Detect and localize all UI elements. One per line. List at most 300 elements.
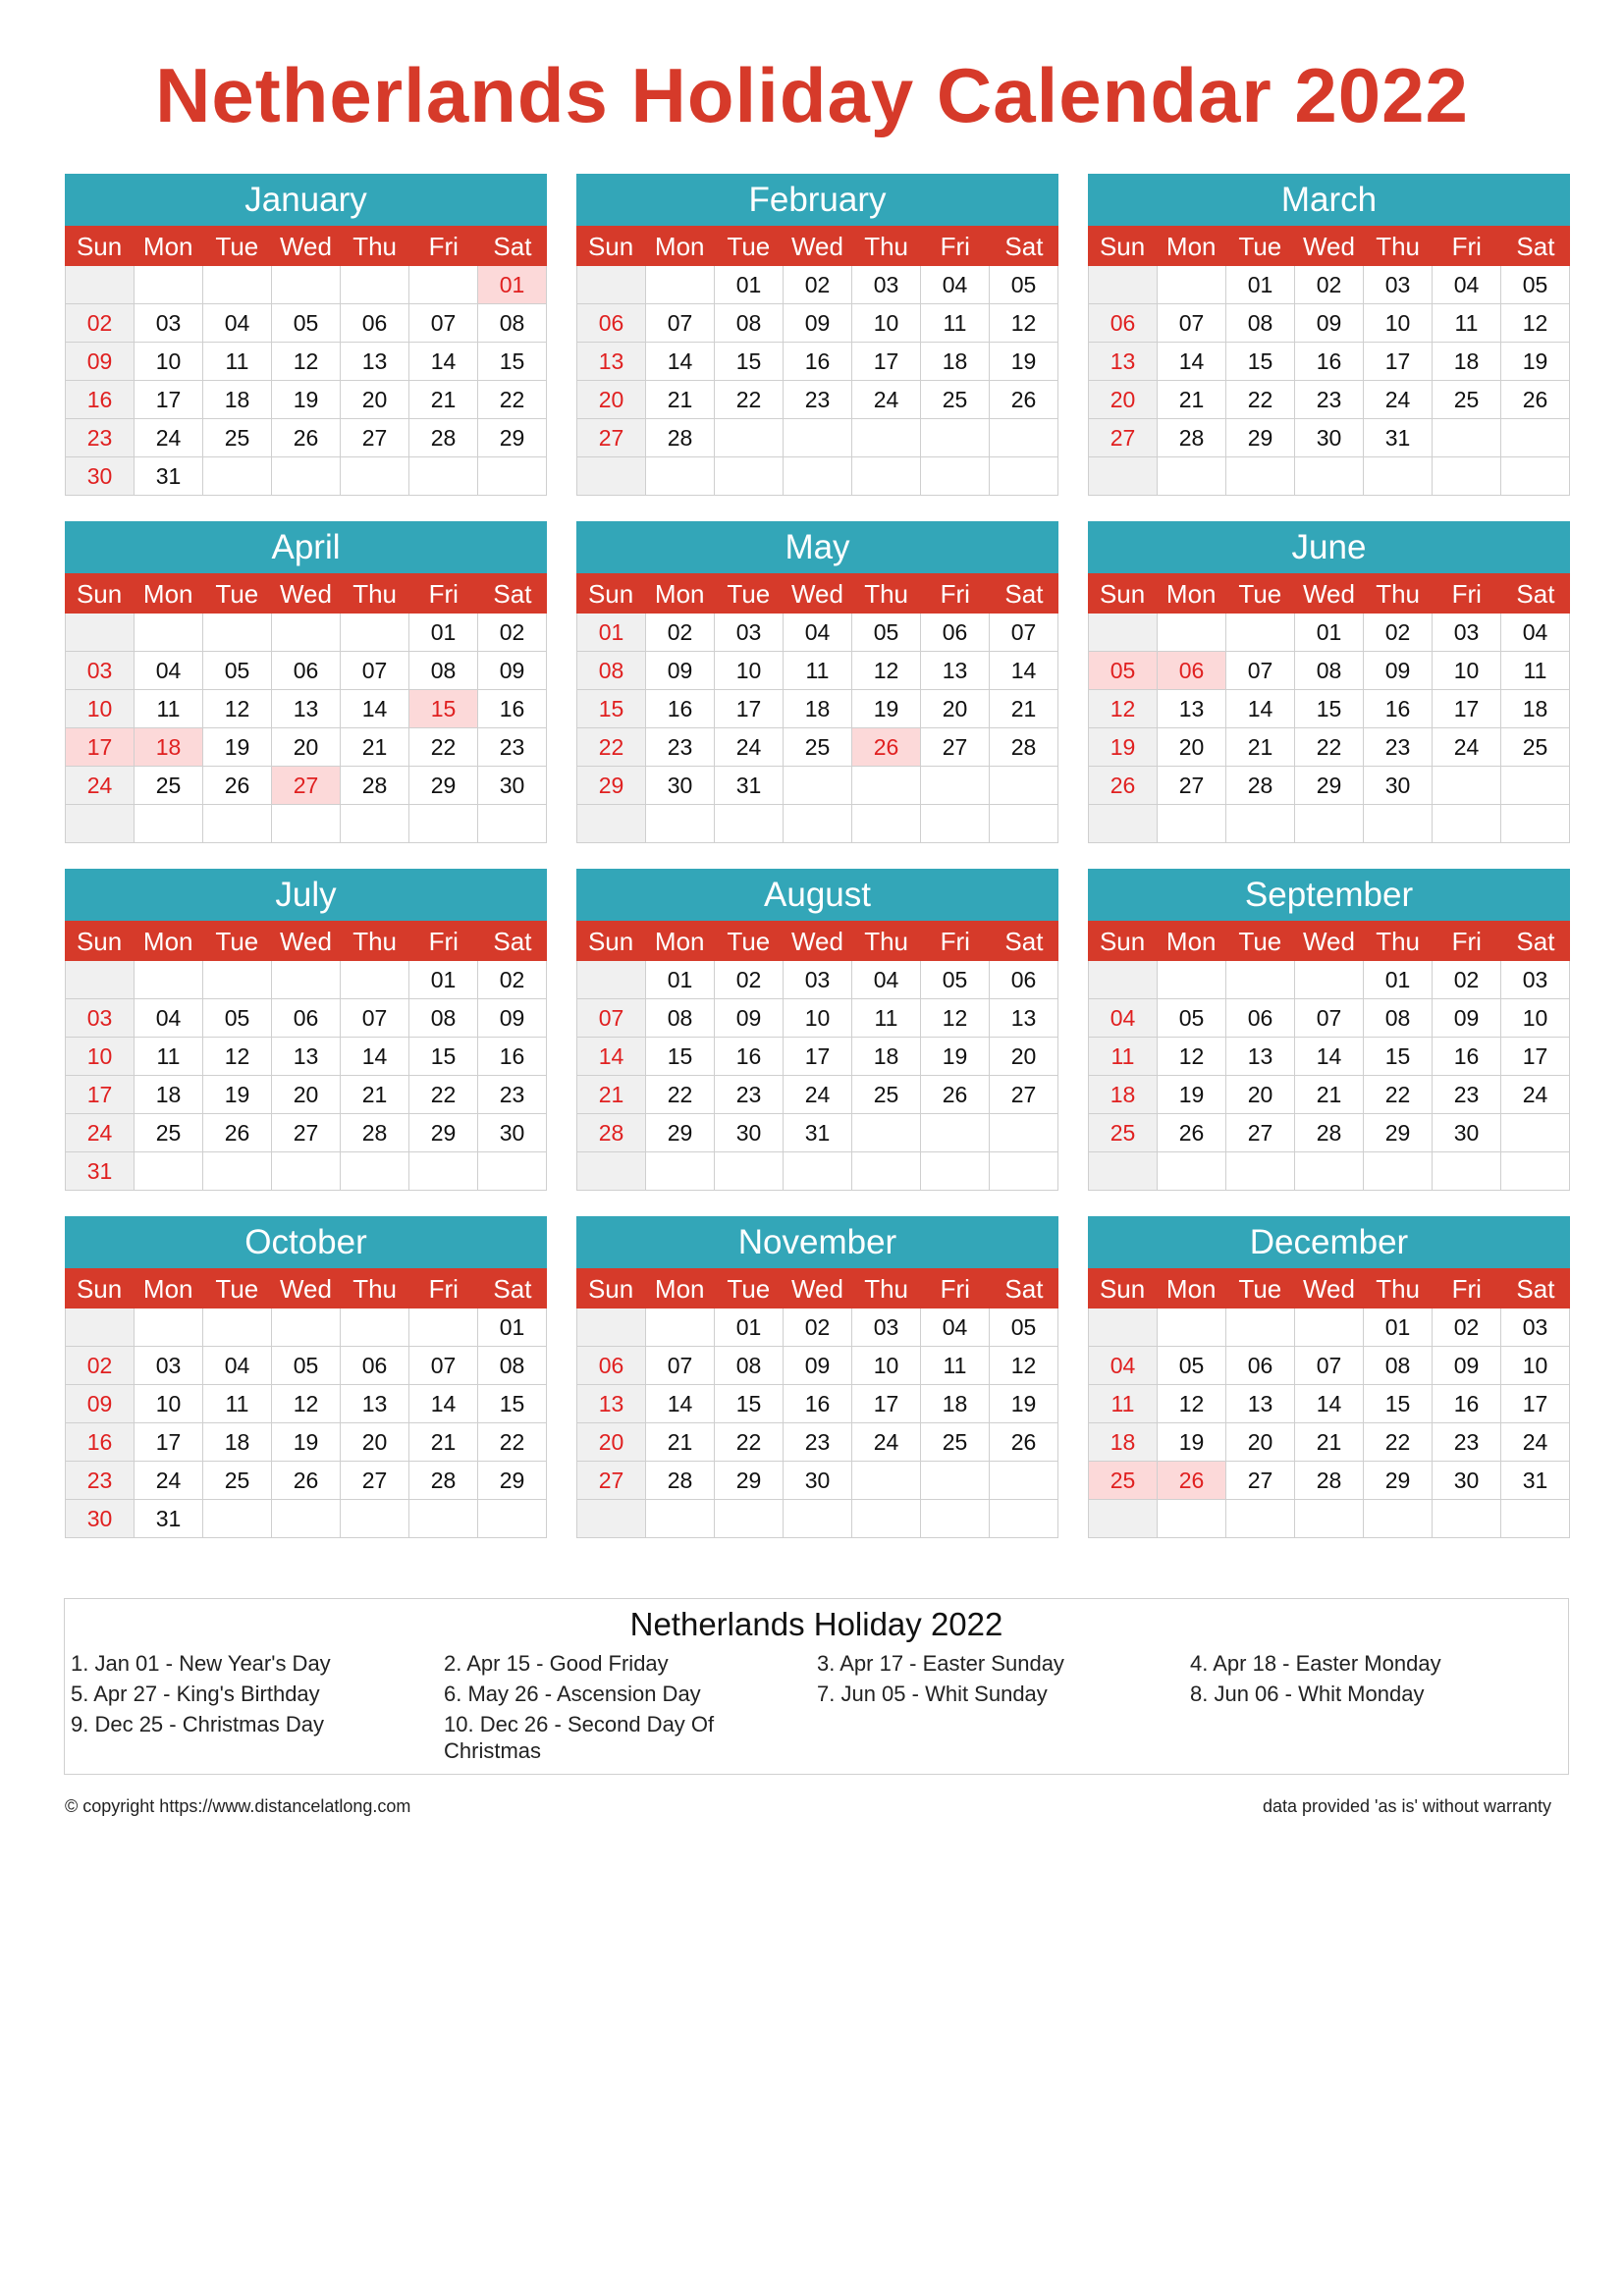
day-cell: 18: [921, 343, 990, 381]
empty-day-cell: [1501, 1114, 1570, 1152]
day-cell: 03: [66, 652, 135, 690]
weekday-label: Fri: [428, 232, 459, 261]
day-cell: 28: [1158, 419, 1226, 457]
weekday-label: Fri: [1451, 579, 1482, 609]
weekday-label: Sat: [1004, 232, 1044, 261]
weekday-label: Sat: [1516, 579, 1555, 609]
day-cell: 09: [646, 652, 715, 690]
day-cell: 17: [852, 343, 921, 381]
weekday-label: Mon: [142, 579, 193, 609]
day-cell: 13: [272, 1038, 341, 1076]
day-cell: 25: [203, 1462, 272, 1500]
weekday-label: Fri: [428, 579, 459, 609]
day-cell: 16: [1433, 1038, 1501, 1076]
day-cell: 12: [1158, 1385, 1226, 1423]
day-cell: 05: [852, 614, 921, 652]
day-cell: 15: [1364, 1385, 1433, 1423]
day-cell: 04: [921, 266, 990, 304]
empty-day-cell: [1158, 1152, 1226, 1191]
weekday-label: Tue: [727, 1274, 771, 1304]
day-cell: 14: [341, 1038, 409, 1076]
weekday-header-row: [576, 573, 1058, 614]
empty-day-cell: [1295, 805, 1364, 843]
holiday-day-cell: 15: [409, 690, 478, 728]
day-cell: 10: [66, 1038, 135, 1076]
day-cell: 15: [409, 1038, 478, 1076]
day-cell: 21: [646, 381, 715, 419]
empty-day-cell: [203, 457, 272, 496]
day-cell: 16: [715, 1038, 784, 1076]
day-cell: 10: [135, 1385, 203, 1423]
day-cell: 20: [577, 381, 646, 419]
day-cell: 20: [1089, 381, 1158, 419]
empty-day-cell: [478, 1500, 547, 1538]
empty-day-cell: [203, 614, 272, 652]
empty-day-cell: [577, 266, 646, 304]
empty-day-cell: [990, 457, 1058, 496]
holiday-item: 5. Apr 27 - King's Birthday: [71, 1682, 320, 1706]
day-cell: 08: [478, 304, 547, 343]
weekday-header-row: [1088, 226, 1570, 266]
empty-day-cell: [784, 419, 852, 457]
weekday-label: Sat: [1516, 927, 1555, 956]
day-cell: 24: [1501, 1076, 1570, 1114]
empty-day-cell: [1226, 457, 1295, 496]
day-cell: 14: [409, 1385, 478, 1423]
day-cell: 11: [921, 1347, 990, 1385]
day-cell: 17: [135, 381, 203, 419]
empty-day-cell: [921, 1114, 990, 1152]
day-cell: 24: [1364, 381, 1433, 419]
day-cell: 24: [852, 1423, 921, 1462]
weekday-label: Wed: [1302, 232, 1355, 261]
weekday-label: Mon: [654, 232, 705, 261]
day-cell: 10: [852, 304, 921, 343]
empty-day-cell: [272, 266, 341, 304]
empty-day-cell: [1226, 614, 1295, 652]
day-cell: 13: [341, 1385, 409, 1423]
day-cell: 19: [852, 690, 921, 728]
day-cell: 23: [784, 1423, 852, 1462]
day-cell: 21: [1295, 1076, 1364, 1114]
day-cell: 09: [715, 999, 784, 1038]
day-cell: 03: [135, 1347, 203, 1385]
day-cell: 15: [646, 1038, 715, 1076]
day-cell: 13: [577, 343, 646, 381]
day-cell: 11: [784, 652, 852, 690]
weekday-header-row: [65, 226, 547, 266]
day-cell: 25: [1501, 728, 1570, 767]
day-cell: 09: [1364, 652, 1433, 690]
empty-day-cell: [203, 1500, 272, 1538]
day-cell: 21: [341, 728, 409, 767]
empty-day-cell: [577, 961, 646, 999]
day-cell: 10: [784, 999, 852, 1038]
day-cell: 13: [1089, 343, 1158, 381]
month-name: June: [1088, 521, 1570, 573]
weekday-label: Tue: [215, 232, 259, 261]
weekday-label: Thu: [864, 927, 909, 956]
day-cell: 13: [1158, 690, 1226, 728]
empty-day-cell: [1295, 1308, 1364, 1347]
weekday-label: Wed: [790, 579, 843, 609]
day-cell: 01: [715, 266, 784, 304]
day-cell: 07: [1295, 999, 1364, 1038]
empty-day-cell: [990, 767, 1058, 805]
weekday-label: Thu: [352, 1274, 398, 1304]
day-cell: 15: [478, 343, 547, 381]
day-cell: 06: [990, 961, 1058, 999]
empty-day-cell: [409, 1308, 478, 1347]
day-cell: 15: [1295, 690, 1364, 728]
holiday-day-cell: 18: [135, 728, 203, 767]
empty-day-cell: [715, 1500, 784, 1538]
day-cell: 06: [577, 1347, 646, 1385]
day-cell: 29: [1364, 1462, 1433, 1500]
empty-day-cell: [852, 457, 921, 496]
empty-day-cell: [1501, 1500, 1570, 1538]
day-cell: 18: [203, 381, 272, 419]
empty-day-cell: [66, 805, 135, 843]
day-cell: 04: [1433, 266, 1501, 304]
day-cell: 09: [784, 1347, 852, 1385]
day-cell: 07: [1295, 1347, 1364, 1385]
empty-day-cell: [784, 805, 852, 843]
day-cell: 21: [409, 381, 478, 419]
day-cell: 26: [272, 419, 341, 457]
day-cell: 10: [852, 1347, 921, 1385]
empty-day-cell: [1501, 767, 1570, 805]
weekday-label: Mon: [1165, 927, 1217, 956]
day-cell: 24: [135, 419, 203, 457]
day-cell: 13: [1226, 1385, 1295, 1423]
month-grid: [65, 174, 1570, 1538]
day-cell: 25: [1433, 381, 1501, 419]
day-cell: 02: [478, 614, 547, 652]
day-cell: 14: [990, 652, 1058, 690]
day-cell: 12: [852, 652, 921, 690]
weekday-label: Fri: [940, 927, 970, 956]
day-cell: 29: [1295, 767, 1364, 805]
day-grid: [1088, 1308, 1570, 1538]
day-grid: [576, 266, 1058, 496]
month-name: August: [576, 869, 1058, 921]
day-cell: 18: [1433, 343, 1501, 381]
day-cell: 26: [203, 1114, 272, 1152]
empty-day-cell: [1089, 961, 1158, 999]
empty-day-cell: [852, 419, 921, 457]
day-cell: 08: [1226, 304, 1295, 343]
day-cell: 07: [577, 999, 646, 1038]
day-cell: 14: [409, 343, 478, 381]
day-cell: 28: [990, 728, 1058, 767]
day-cell: 22: [1295, 728, 1364, 767]
day-cell: 21: [1295, 1423, 1364, 1462]
day-cell: 05: [203, 652, 272, 690]
day-cell: 05: [203, 999, 272, 1038]
day-cell: 24: [1501, 1423, 1570, 1462]
day-cell: 02: [66, 304, 135, 343]
day-cell: 12: [990, 304, 1058, 343]
empty-day-cell: [715, 457, 784, 496]
day-cell: 31: [784, 1114, 852, 1152]
day-cell: 02: [1433, 961, 1501, 999]
day-cell: 02: [478, 961, 547, 999]
day-cell: 25: [203, 419, 272, 457]
day-cell: 13: [990, 999, 1058, 1038]
day-cell: 25: [921, 1423, 990, 1462]
page-title: Netherlands Holiday Calendar 2022: [155, 52, 1469, 138]
day-cell: 31: [715, 767, 784, 805]
day-cell: 19: [1158, 1423, 1226, 1462]
day-cell: 08: [715, 1347, 784, 1385]
empty-day-cell: [1295, 457, 1364, 496]
month-march: [1088, 174, 1570, 496]
day-cell: 28: [409, 419, 478, 457]
day-cell: 08: [1295, 652, 1364, 690]
month-name: December: [1088, 1216, 1570, 1268]
day-cell: 03: [852, 266, 921, 304]
day-cell: 28: [1295, 1114, 1364, 1152]
day-cell: 03: [135, 304, 203, 343]
day-cell: 04: [852, 961, 921, 999]
day-cell: 14: [1158, 343, 1226, 381]
empty-day-cell: [1158, 457, 1226, 496]
day-cell: 12: [990, 1347, 1058, 1385]
day-cell: 05: [1158, 1347, 1226, 1385]
day-cell: 26: [921, 1076, 990, 1114]
day-cell: 27: [921, 728, 990, 767]
weekday-label: Sat: [1004, 1274, 1044, 1304]
weekday-label: Fri: [940, 579, 970, 609]
day-cell: 09: [1433, 1347, 1501, 1385]
weekday-label: Thu: [1376, 927, 1421, 956]
day-cell: 29: [409, 767, 478, 805]
weekday-label: Wed: [279, 579, 332, 609]
day-cell: 28: [646, 419, 715, 457]
empty-day-cell: [272, 1500, 341, 1538]
empty-day-cell: [66, 614, 135, 652]
day-cell: 30: [1433, 1462, 1501, 1500]
day-cell: 14: [646, 343, 715, 381]
holiday-item: 7. Jun 05 - Whit Sunday: [817, 1682, 1048, 1706]
empty-day-cell: [921, 767, 990, 805]
empty-day-cell: [646, 1308, 715, 1347]
empty-day-cell: [646, 457, 715, 496]
day-cell: 19: [990, 1385, 1058, 1423]
weekday-header-row: [576, 226, 1058, 266]
empty-day-cell: [921, 1152, 990, 1191]
empty-day-cell: [921, 457, 990, 496]
day-cell: 22: [577, 728, 646, 767]
day-cell: 20: [990, 1038, 1058, 1076]
empty-day-cell: [1433, 419, 1501, 457]
empty-day-cell: [203, 1152, 272, 1191]
weekday-label: Sun: [587, 1274, 634, 1304]
day-cell: 15: [715, 343, 784, 381]
day-cell: 01: [1295, 614, 1364, 652]
weekday-label: Tue: [727, 232, 771, 261]
day-cell: 07: [341, 999, 409, 1038]
holiday-item: 6. May 26 - Ascension Day: [444, 1682, 701, 1706]
day-cell: 01: [1364, 1308, 1433, 1347]
day-cell: 16: [784, 343, 852, 381]
weekday-label: Mon: [654, 927, 705, 956]
day-grid: [576, 961, 1058, 1191]
day-cell: 23: [1433, 1423, 1501, 1462]
day-cell: 21: [646, 1423, 715, 1462]
holiday-list: [71, 1650, 1563, 1764]
empty-day-cell: [341, 1500, 409, 1538]
day-cell: 22: [409, 728, 478, 767]
weekday-label: Fri: [940, 1274, 970, 1304]
holiday-day-cell: 01: [478, 266, 547, 304]
day-cell: 16: [1295, 343, 1364, 381]
day-cell: 04: [135, 652, 203, 690]
day-cell: 09: [478, 652, 547, 690]
day-cell: 24: [784, 1076, 852, 1114]
empty-day-cell: [1089, 614, 1158, 652]
day-cell: 24: [715, 728, 784, 767]
empty-day-cell: [646, 805, 715, 843]
day-cell: 23: [715, 1076, 784, 1114]
holiday-day-cell: 05: [1089, 652, 1158, 690]
empty-day-cell: [478, 1152, 547, 1191]
empty-day-cell: [852, 1500, 921, 1538]
day-cell: 25: [135, 1114, 203, 1152]
day-cell: 10: [1501, 1347, 1570, 1385]
weekday-label: Sun: [1099, 927, 1146, 956]
month-name: April: [65, 521, 547, 573]
day-cell: 04: [1089, 1347, 1158, 1385]
day-cell: 03: [66, 999, 135, 1038]
weekday-label: Thu: [352, 579, 398, 609]
day-cell: 14: [577, 1038, 646, 1076]
empty-day-cell: [66, 961, 135, 999]
empty-day-cell: [1089, 805, 1158, 843]
day-cell: 11: [1089, 1038, 1158, 1076]
empty-day-cell: [715, 1152, 784, 1191]
day-cell: 06: [272, 999, 341, 1038]
weekday-label: Thu: [1376, 579, 1421, 609]
day-cell: 05: [272, 304, 341, 343]
holiday-item: 8. Jun 06 - Whit Monday: [1190, 1682, 1425, 1706]
weekday-label: Tue: [215, 927, 259, 956]
day-grid: [65, 961, 547, 1191]
empty-day-cell: [784, 767, 852, 805]
day-cell: 18: [784, 690, 852, 728]
month-september: [1088, 869, 1570, 1191]
empty-day-cell: [784, 1500, 852, 1538]
day-cell: 05: [921, 961, 990, 999]
weekday-label: Sun: [76, 927, 123, 956]
weekday-label: Sun: [1099, 579, 1146, 609]
day-cell: 15: [478, 1385, 547, 1423]
month-may: [576, 521, 1058, 843]
empty-day-cell: [1226, 1308, 1295, 1347]
empty-day-cell: [646, 266, 715, 304]
empty-day-cell: [1433, 1152, 1501, 1191]
day-cell: 14: [1295, 1038, 1364, 1076]
empty-day-cell: [715, 805, 784, 843]
day-cell: 17: [66, 1076, 135, 1114]
day-cell: 20: [1226, 1423, 1295, 1462]
day-cell: 18: [203, 1423, 272, 1462]
day-cell: 27: [341, 419, 409, 457]
month-december: [1088, 1216, 1570, 1538]
empty-day-cell: [1158, 1308, 1226, 1347]
day-cell: 27: [272, 1114, 341, 1152]
day-cell: 16: [646, 690, 715, 728]
day-cell: 07: [646, 1347, 715, 1385]
empty-day-cell: [1501, 457, 1570, 496]
day-cell: 29: [1226, 419, 1295, 457]
day-cell: 07: [1158, 304, 1226, 343]
day-cell: 01: [409, 614, 478, 652]
day-cell: 05: [990, 266, 1058, 304]
day-cell: 29: [646, 1114, 715, 1152]
weekday-label: Sat: [493, 1274, 532, 1304]
weekday-label: Mon: [654, 1274, 705, 1304]
day-cell: 07: [1226, 652, 1295, 690]
empty-day-cell: [409, 1152, 478, 1191]
day-cell: 27: [1226, 1114, 1295, 1152]
empty-day-cell: [1158, 266, 1226, 304]
empty-day-cell: [1158, 961, 1226, 999]
day-cell: 01: [577, 614, 646, 652]
day-cell: 29: [478, 1462, 547, 1500]
weekday-label: Fri: [940, 232, 970, 261]
day-cell: 27: [990, 1076, 1058, 1114]
empty-day-cell: [341, 1308, 409, 1347]
day-cell: 02: [715, 961, 784, 999]
empty-day-cell: [409, 457, 478, 496]
day-cell: 28: [1295, 1462, 1364, 1500]
empty-day-cell: [272, 805, 341, 843]
day-cell: 24: [852, 381, 921, 419]
day-cell: 26: [1089, 767, 1158, 805]
weekday-label: Sun: [76, 1274, 123, 1304]
day-cell: 17: [1364, 343, 1433, 381]
empty-day-cell: [921, 1500, 990, 1538]
day-grid: [576, 614, 1058, 843]
day-cell: 31: [135, 457, 203, 496]
day-cell: 02: [1433, 1308, 1501, 1347]
day-cell: 09: [1295, 304, 1364, 343]
day-cell: 28: [409, 1462, 478, 1500]
holiday-item: 10. Dec 26 - Second Day Of Christmas: [444, 1712, 715, 1763]
empty-day-cell: [852, 805, 921, 843]
weekday-label: Wed: [1302, 579, 1355, 609]
day-cell: 07: [646, 304, 715, 343]
holiday-day-cell: 27: [272, 767, 341, 805]
weekday-label: Thu: [352, 927, 398, 956]
weekday-header-row: [65, 1268, 547, 1308]
weekday-label: Fri: [1451, 927, 1482, 956]
day-cell: 12: [203, 1038, 272, 1076]
empty-day-cell: [784, 1152, 852, 1191]
day-grid: [65, 266, 547, 496]
day-cell: 15: [1364, 1038, 1433, 1076]
month-january: [65, 174, 547, 496]
day-cell: 07: [990, 614, 1058, 652]
holiday-list-panel: [64, 1598, 1569, 1775]
day-cell: 02: [646, 614, 715, 652]
day-cell: 31: [135, 1500, 203, 1538]
empty-day-cell: [990, 1500, 1058, 1538]
day-cell: 22: [478, 1423, 547, 1462]
day-cell: 26: [203, 767, 272, 805]
